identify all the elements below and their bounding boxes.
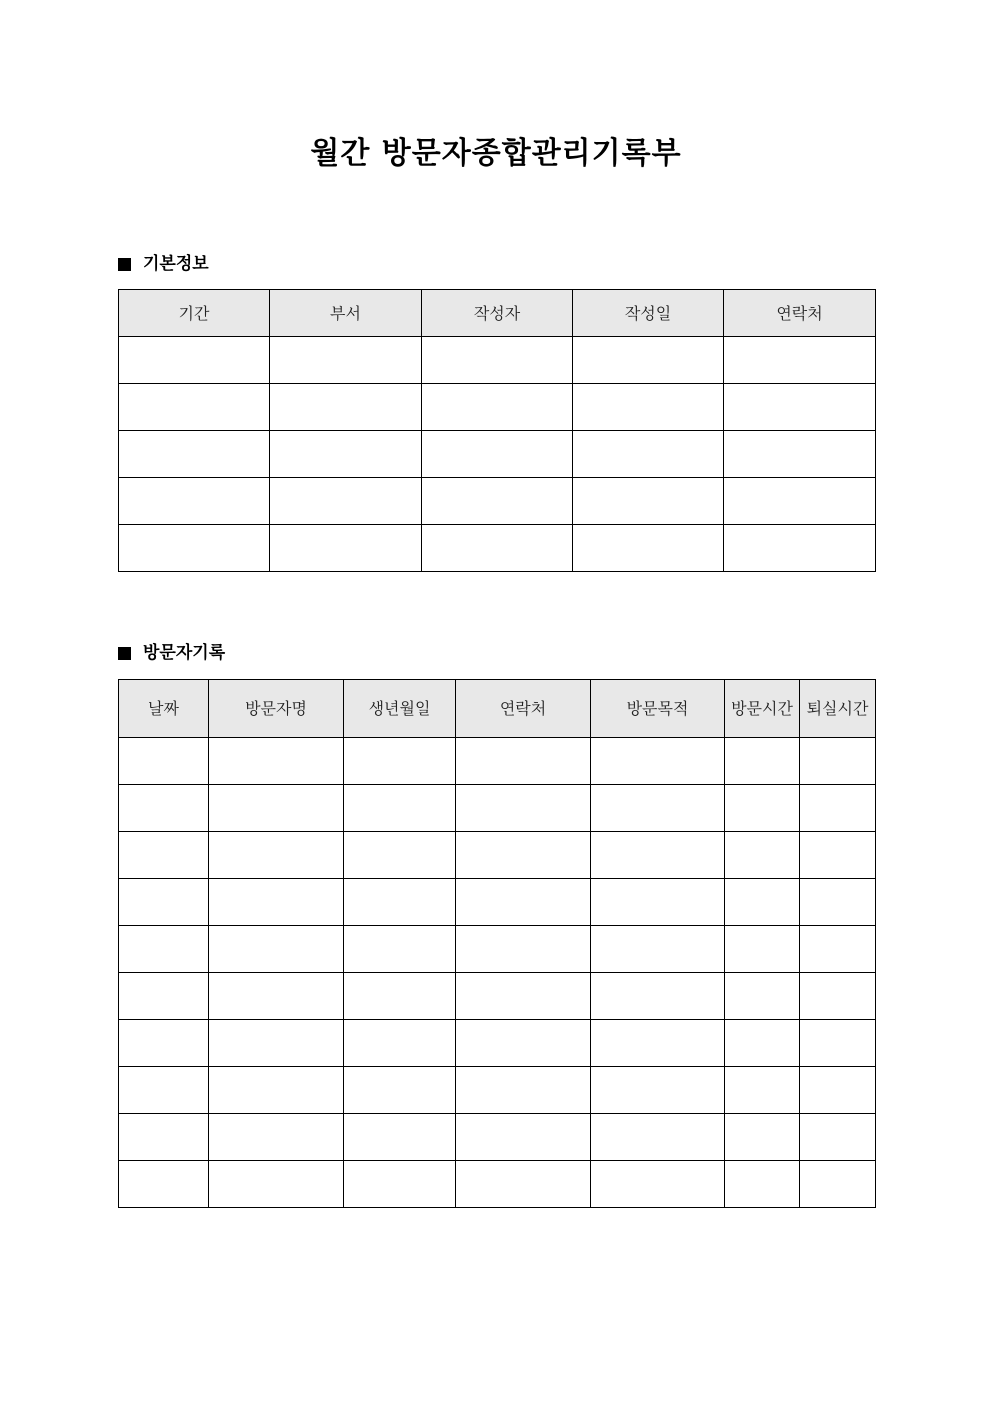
table-cell[interactable] [724, 384, 876, 431]
section-heading-basic-info [118, 252, 209, 276]
table-row [119, 431, 876, 478]
table-cell[interactable] [119, 1020, 209, 1067]
table-cell[interactable] [724, 337, 876, 384]
table-row [119, 832, 876, 879]
column-header-date-written: 작성일 [573, 290, 724, 337]
table-cell[interactable] [725, 832, 800, 879]
table-cell[interactable] [591, 879, 725, 926]
table-cell[interactable] [724, 525, 876, 572]
table-cell[interactable] [119, 1067, 209, 1114]
table-cell[interactable] [800, 973, 876, 1020]
table-cell[interactable] [119, 832, 209, 879]
table-row [119, 1020, 876, 1067]
table-cell[interactable] [725, 1161, 800, 1208]
visitor-log-table [118, 679, 876, 1208]
table-row [119, 926, 876, 973]
column-header-birth-date: 생년월일 [344, 680, 456, 738]
table-row [119, 478, 876, 525]
table-cell[interactable] [422, 337, 573, 384]
table-cell[interactable] [119, 1114, 209, 1161]
table-cell[interactable] [800, 738, 876, 785]
table-cell[interactable] [270, 525, 422, 572]
column-header-department: 부서 [270, 290, 422, 337]
table-cell[interactable] [344, 973, 456, 1020]
table-cell[interactable] [800, 785, 876, 832]
table-row [119, 973, 876, 1020]
table-cell[interactable] [270, 431, 422, 478]
table-cell[interactable] [344, 785, 456, 832]
table-cell[interactable] [119, 337, 270, 384]
table-cell[interactable] [591, 926, 725, 973]
table-cell[interactable] [270, 384, 422, 431]
table-cell[interactable] [800, 926, 876, 973]
section-heading-label: 방문자기록 [143, 643, 226, 663]
table-cell[interactable] [725, 738, 800, 785]
table-cell[interactable] [800, 1020, 876, 1067]
table-cell[interactable] [119, 973, 209, 1020]
table-cell[interactable] [209, 1114, 344, 1161]
table-cell[interactable] [456, 973, 591, 1020]
table-cell[interactable] [344, 1020, 456, 1067]
table-cell[interactable] [800, 832, 876, 879]
table-cell[interactable] [725, 785, 800, 832]
table-cell[interactable] [209, 1020, 344, 1067]
black-square-icon [118, 258, 131, 271]
table-cell[interactable] [209, 832, 344, 879]
table-header-row [119, 290, 876, 337]
table-row [119, 879, 876, 926]
table-row [119, 337, 876, 384]
table-cell[interactable] [456, 1067, 591, 1114]
table-cell[interactable] [573, 384, 724, 431]
table-cell[interactable] [119, 431, 270, 478]
table-cell[interactable] [344, 1067, 456, 1114]
column-header-author: 작성자 [422, 290, 573, 337]
table-cell[interactable] [119, 785, 209, 832]
table-cell[interactable] [573, 525, 724, 572]
column-header-period: 기간 [119, 290, 270, 337]
table-cell[interactable] [724, 431, 876, 478]
column-header-visitor-name: 방문자명 [209, 680, 344, 738]
table-cell[interactable] [591, 1114, 725, 1161]
table-cell[interactable] [591, 738, 725, 785]
table-cell[interactable] [725, 1114, 800, 1161]
table-cell[interactable] [456, 1020, 591, 1067]
column-header-visit-time: 방문시간 [725, 680, 800, 738]
table-cell[interactable] [344, 832, 456, 879]
table-cell[interactable] [591, 785, 725, 832]
table-row [119, 1161, 876, 1208]
table-cell[interactable] [209, 785, 344, 832]
table-cell[interactable] [456, 785, 591, 832]
table-row [119, 525, 876, 572]
table-cell[interactable] [344, 879, 456, 926]
table-cell[interactable] [344, 738, 456, 785]
table-cell[interactable] [119, 478, 270, 525]
table-cell[interactable] [456, 1161, 591, 1208]
table-cell[interactable] [422, 384, 573, 431]
column-header-exit-time: 퇴실시간 [800, 680, 876, 738]
column-header-contact: 연락처 [456, 680, 591, 738]
table-cell[interactable] [209, 1067, 344, 1114]
table-cell[interactable] [456, 832, 591, 879]
table-cell[interactable] [119, 525, 270, 572]
table-row [119, 738, 876, 785]
table-cell[interactable] [270, 478, 422, 525]
column-header-visit-purpose: 방문목적 [591, 680, 725, 738]
table-cell[interactable] [209, 973, 344, 1020]
table-cell[interactable] [725, 926, 800, 973]
table-cell[interactable] [725, 973, 800, 1020]
table-cell[interactable] [209, 926, 344, 973]
table-cell[interactable] [725, 1020, 800, 1067]
table-cell[interactable] [591, 1067, 725, 1114]
table-cell[interactable] [800, 879, 876, 926]
table-cell[interactable] [456, 1114, 591, 1161]
table-header-row [119, 680, 876, 738]
table-cell[interactable] [119, 926, 209, 973]
table-cell[interactable] [422, 431, 573, 478]
table-cell[interactable] [119, 738, 209, 785]
table-cell[interactable] [209, 879, 344, 926]
table-cell[interactable] [800, 1114, 876, 1161]
table-cell[interactable] [209, 1161, 344, 1208]
table-cell[interactable] [591, 832, 725, 879]
table-row [119, 1114, 876, 1161]
table-cell[interactable] [270, 337, 422, 384]
table-cell[interactable] [344, 1114, 456, 1161]
section-heading-visitor-log [118, 641, 225, 665]
page-title: 월간 방문자종합관리기록부 [310, 136, 682, 171]
table-row [119, 785, 876, 832]
basic-info-table [118, 289, 876, 572]
table-cell[interactable] [422, 525, 573, 572]
table-cell[interactable] [800, 1067, 876, 1114]
table-cell[interactable] [119, 384, 270, 431]
table-row [119, 1067, 876, 1114]
table-cell[interactable] [573, 431, 724, 478]
table-cell[interactable] [119, 879, 209, 926]
column-header-date: 날짜 [119, 680, 209, 738]
table-cell[interactable] [456, 926, 591, 973]
table-cell[interactable] [456, 879, 591, 926]
table-cell[interactable] [800, 1161, 876, 1208]
table-cell[interactable] [725, 879, 800, 926]
table-cell[interactable] [724, 478, 876, 525]
table-cell[interactable] [344, 926, 456, 973]
table-cell[interactable] [591, 1020, 725, 1067]
table-row [119, 384, 876, 431]
table-cell[interactable] [725, 1067, 800, 1114]
section-heading-label: 기본정보 [143, 254, 209, 274]
table-cell[interactable] [422, 478, 573, 525]
table-cell[interactable] [344, 1161, 456, 1208]
table-cell[interactable] [209, 738, 344, 785]
black-square-icon [118, 647, 131, 660]
table-cell[interactable] [591, 1161, 725, 1208]
table-cell[interactable] [573, 337, 724, 384]
table-cell[interactable] [456, 738, 591, 785]
table-cell[interactable] [119, 1161, 209, 1208]
column-header-contact: 연락처 [724, 290, 876, 337]
table-cell[interactable] [591, 973, 725, 1020]
table-cell[interactable] [573, 478, 724, 525]
